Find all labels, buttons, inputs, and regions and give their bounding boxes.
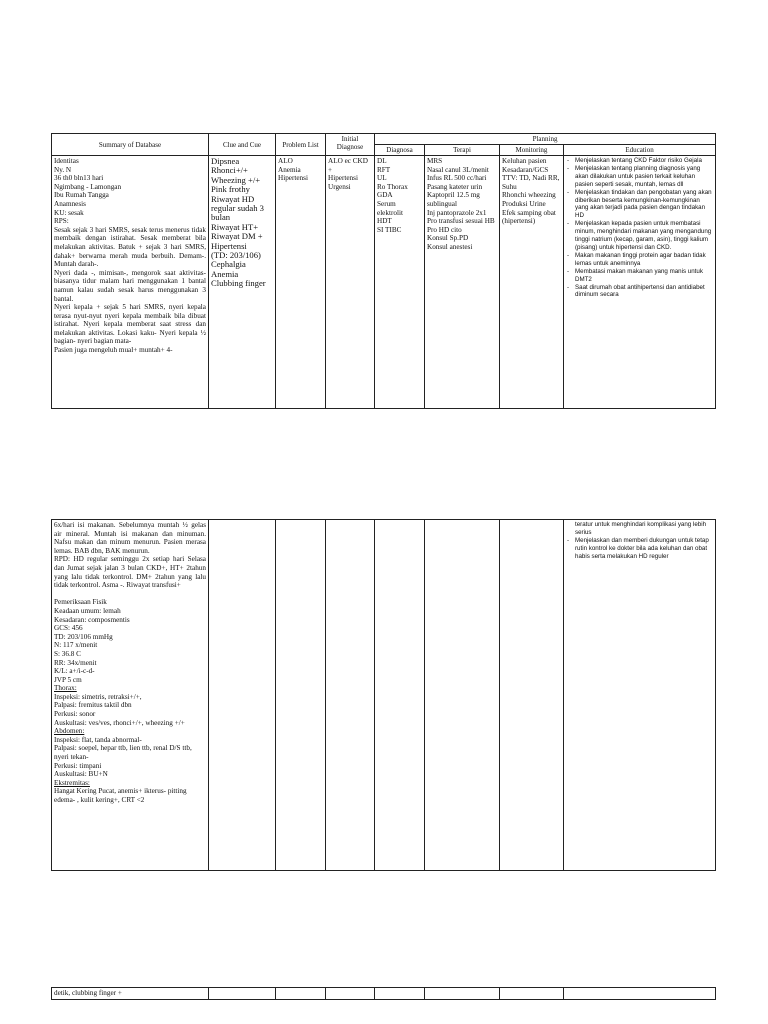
thorax-line: Inspeksi: simetris, retraksi+/+,	[54, 692, 142, 701]
monitoring-cell-empty	[500, 520, 564, 871]
abdomen-line: Perkusi: timpani	[54, 761, 102, 770]
header-clues: Clue and Cue	[209, 134, 276, 156]
diagnosa-cell-empty	[375, 520, 425, 871]
abdomen-line: Auskultasi: BU+N	[54, 770, 108, 779]
summary-line: S: 36.8 C	[54, 649, 81, 658]
clue-item: Hipertensi	[211, 240, 247, 251]
clue-item: Clubbing finger	[211, 278, 266, 289]
summary-line: Kesadaran: composmentis	[54, 615, 130, 624]
initial-cell-empty	[326, 520, 375, 871]
education-item: - Makan makanan tinggi protein agar badan tidak lemas untuk aneminnya	[566, 252, 713, 268]
summary-line: Identitas	[54, 157, 79, 165]
education-item: - Menjelaskan tindakan dan pengobatan yang akan diberikan beserta kemungkinan-kemungkinan yang akan terjadi pada pasien dengan tindakan HD	[566, 189, 713, 221]
summary-line: KU: sesak	[54, 208, 84, 217]
diagnosa-item: SI TIBC	[377, 225, 402, 234]
diagnosa-item: RFT	[377, 165, 391, 174]
diagnosa-item: Serum elektrolit	[377, 199, 403, 217]
education-list	[566, 521, 713, 561]
thorax-line: Perkusi: sonor	[54, 710, 96, 719]
summary-paragraph: Nyeri dada -, mimisan-, mengorok saat aktivitas- biasanya tidur malam hari menggunakan 1 bantal namun kalau sudah sesak harus menggunakan 3 bantal.	[54, 268, 208, 303]
empty-cell	[326, 988, 375, 1000]
terapi-item: Kaptopril 12.5 mg sublingual	[427, 191, 482, 208]
initial-item: Hipertensi	[328, 174, 358, 183]
terapi-item: Nasal canul 3L/menit	[427, 165, 489, 174]
problem-item: Anemia	[278, 165, 301, 174]
terapi-item: Infus RL 500 cc/hari	[427, 174, 487, 183]
page2-table	[51, 519, 716, 871]
education-item: - Menjelaskan dan memberi dukungan untuk tetap rutin kontrol ke dokter bila ada keluhan dan obat habis serta melakukan HD reguler	[566, 537, 713, 561]
terapi-item: Pasang kateter urin	[427, 182, 483, 191]
diagnosa-item: UL	[377, 174, 387, 183]
summary-line: GCS: 456	[54, 624, 83, 633]
education-item: - Menjelaskan tentang planning diagnosis yang akan dilakukan untuk pasien terkait keluhan pasien seperti sesak, muntah, lemas dll	[566, 165, 713, 189]
empty-cell	[276, 988, 326, 1000]
summary-paragraph: 6x/hari isi makanan. Sebelumnya muntah ½ gelas air mineral. Muntah isi makanan dan minuman. Nafsu makan dan minum menurun. Pasien merasa lemas. BAB dbn, BAK menurun.	[54, 521, 208, 555]
thorax-line: Palpasi: fremitus taktil dbn	[54, 701, 132, 710]
diagnosa-item: Ro Thorax	[377, 182, 408, 191]
summary-cell-end: detik, clubbing finger +	[52, 988, 209, 1000]
clue-item: Dipsnea	[211, 156, 240, 166]
clue-item: Pink frothy	[211, 184, 250, 195]
abdomen-line: Palpasi: soepel, hepar ttb, lien ttb, renal D/S ttb, nyeri tekan-	[54, 744, 194, 762]
summary-paragraph: Pasien juga mengeluh mual+ muntah+ 4-	[54, 346, 173, 355]
diagnosa-cell	[375, 156, 425, 409]
page1-table	[51, 133, 716, 409]
summary-line: 36 th0 bln13 hari	[54, 174, 104, 183]
empty-cell	[425, 988, 500, 1000]
clues-cell-empty	[209, 520, 276, 871]
diagnosa-item: DL	[377, 157, 387, 165]
summary-line: TD: 203/106 mmHg	[54, 632, 113, 641]
summary-line: K/L: a+/i-c-d-	[54, 667, 95, 676]
monitoring-item: Rhonchi wheezing	[502, 191, 556, 200]
initial-item: ALO ec CKD +	[328, 157, 370, 174]
summary-line: Anamnesis	[54, 199, 86, 208]
education-list	[566, 157, 713, 299]
clue-item: Wheezing +/+	[211, 174, 261, 185]
clue-item: Rhonci+/+	[211, 165, 248, 176]
clue-item: Cephalgia	[211, 259, 246, 270]
monitoring-item: Kesadaran/GCS	[502, 165, 549, 174]
education-item: - Saat dirumah obat antihipertensi dan antidiabet diminum secara	[566, 284, 713, 300]
header-diagnosa: Diagnosa	[375, 145, 425, 156]
terapi-cell	[425, 156, 500, 409]
education-item: - Membatasi makan makanan yang manis untuk DMT2	[566, 268, 713, 284]
summary-line: RR: 34x/menit	[54, 658, 97, 667]
monitoring-item: Produksi Urine	[502, 199, 546, 208]
summary-line: RPS:	[54, 217, 69, 226]
ekstremitas-heading: Ekstremitas:	[54, 778, 90, 787]
summary-line: N: 117 x/menit	[54, 641, 98, 650]
header-summary: Summary of Database	[52, 134, 209, 156]
empty-cell	[564, 988, 716, 1000]
summary-line: Ibu Rumah Tangga	[54, 191, 109, 200]
initial-diagnose-cell	[326, 156, 375, 409]
clue-item: Riwayat HT+	[211, 221, 259, 232]
abdomen-line: Inspeksi: flat, tanda abnormal-	[54, 735, 142, 744]
education-item-continued: teratur untuk menghindari komplikasi yang lebih serius	[575, 521, 707, 536]
education-item: - Menjelaskan kepada pasien untuk membatasi minum, menghindari makanan yang mengandung tinggi natrium (kecap, garam, asin), tinggi kalium (pisang) untuk hipertensi dan CKD.	[566, 220, 713, 252]
header-planning: Planning	[375, 134, 716, 145]
header-education: Education	[564, 145, 716, 156]
monitoring-item: Efek samping obat (hipertensi)	[502, 208, 558, 226]
header-monitoring: Monitoring	[500, 145, 564, 156]
clues-cell	[209, 156, 276, 409]
education-item: - Menjelaskan tentang CKD Faktor risiko Gejala	[566, 157, 713, 165]
summary-line: Pemeriksaan Fisik	[54, 598, 107, 607]
summary-paragraph: Sesak sejak 3 hari SMRS, sesak terus menerus tidak membaik dengan istirahat. Sesak memberat bila melakukan aktivitas. Batuk + sejak 3 hari SMRS, dahak+ berwarna merah muda berbuih. Demam-. Muntah darah-.	[54, 225, 208, 269]
terapi-item: Konsul anestesi	[427, 242, 473, 251]
header-terapi: Terapi	[425, 145, 500, 156]
education-cell	[564, 156, 716, 409]
monitoring-cell	[500, 156, 564, 409]
terapi-item: Pro transfusi sesuai HB	[427, 217, 495, 226]
summary-line: Ny. N	[54, 165, 72, 174]
abdomen-heading: Abdomen:	[54, 727, 85, 736]
diagnosa-item: GDA	[377, 191, 393, 200]
page3-table	[51, 987, 716, 1000]
header-initial-diagnose: Initial Diagnose	[326, 134, 375, 156]
summary-cell-continued	[52, 520, 209, 871]
monitoring-item: Keluhan pasien	[502, 157, 547, 165]
problem-list-cell	[276, 156, 326, 409]
monitoring-item: TTV: TD, Nadi RR, Suhu	[502, 174, 562, 191]
terapi-item: MRS	[427, 157, 443, 165]
initial-item: Urgensi	[328, 182, 351, 191]
clue-item: Anemia	[211, 268, 239, 279]
clue-item: (TD: 203/106)	[211, 250, 261, 261]
thorax-heading: Thorax:	[54, 684, 77, 693]
summary-paragraph: Nyeri kepala + sejak 5 hari SMRS, nyeri kepala terasa nyut-nyut nyeri kepala membaik bila dibuat istirahat. Nyeri kepala memberat saat stress dan melakukan aktivitas. Lokasi kaku- Nyeri kepala ½ bagian- nyeri bagian mata-	[54, 303, 208, 346]
empty-cell	[375, 988, 425, 1000]
diagnosa-item: HDT	[377, 217, 392, 226]
empty-cell	[500, 988, 564, 1000]
education-cell-continued	[564, 520, 716, 871]
summary-line: JVP 5 cm	[54, 675, 82, 684]
terapi-item: Konsul Sp.PD	[427, 234, 469, 243]
problem-item: ALO	[278, 157, 293, 165]
summary-line: Keadaan umum: lemah	[54, 606, 121, 615]
terapi-item: Pro HD cito	[427, 225, 462, 234]
summary-paragraph: RPD: HD regular seminggu 2x setiap hari Selasa dan Jumat sejak jalan 3 bulan CKD+, HT+ 2tahun yang lalu tidak terkontrol. DM+ 2tahun yang lalu tidak terkontrol. Asma -. Riwayat transfusi+	[54, 555, 208, 590]
empty-cell	[209, 988, 276, 1000]
terapi-item: Inj pantoprazole 2x1	[427, 208, 487, 217]
terapi-cell-empty	[425, 520, 500, 871]
summary-line: Ngimbang - Lamongan	[54, 182, 122, 191]
thorax-line: Auskultasi: ves/ves, rhonci+/+, wheezing +/+	[54, 718, 185, 727]
clue-item: Riwayat DM +	[211, 231, 263, 242]
ekstremitas-line: Hangat Kering Pucat, anemis+ ikterus- pitting edema- , kulit kering+, CRT <2	[54, 787, 189, 804]
clue-item: Riwayat HD regular sudah 3 bulan	[211, 193, 267, 223]
problem-cell-empty	[276, 520, 326, 871]
problem-item: Hipertensi	[278, 174, 308, 183]
header-problem-list: Problem List	[276, 134, 326, 156]
summary-cell	[52, 156, 209, 409]
